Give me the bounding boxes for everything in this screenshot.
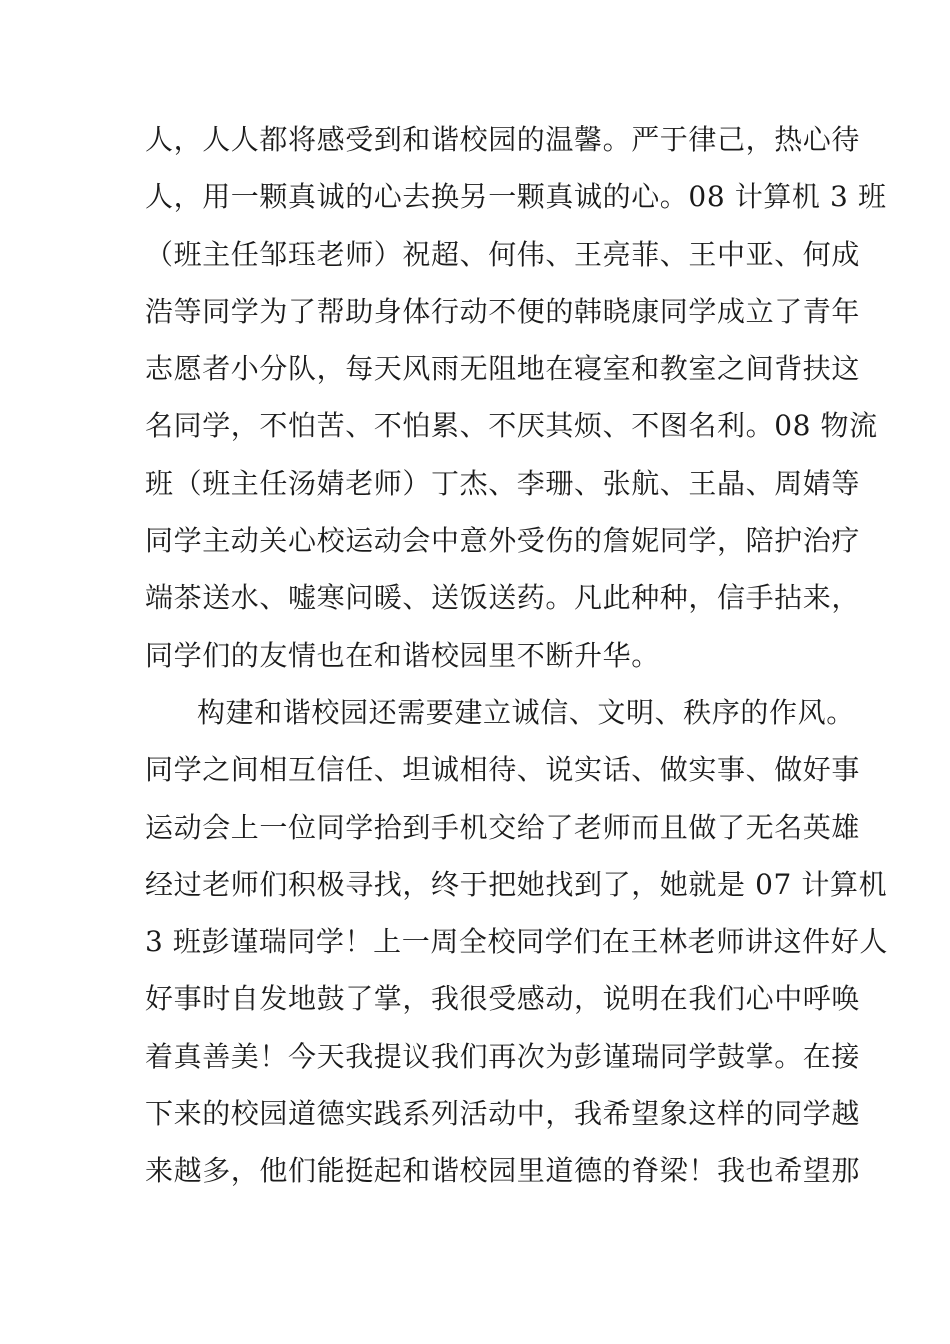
paragraph-2 (145, 691, 888, 1207)
text-line: 志愿者小分队，每天风雨无阻地在寝室和教室之间背扶这 (145, 352, 861, 386)
body-text (145, 118, 888, 1207)
text-line: 人，人人都将感受到和谐校园的温馨。严于律己，热心待 (145, 123, 861, 156)
text-line: 人，用一颗真诚的心去换另一颗真诚的心。08 计算机 3 班 (145, 180, 887, 214)
text-line: 好事时自发地鼓了掌，我很受感动，说明在我们心中呼唤 (145, 982, 861, 1016)
text-line: 来越多，他们能挺起和谐校园里道德的脊梁！我也希望那 (145, 1154, 861, 1188)
text-line: 经过老师们积极寻找，终于把她找到了，她就是 07 计算机 (145, 867, 888, 901)
text-line: 同学主动关心校运动会中意外受伤的詹妮同学，陪护治疗 (145, 524, 861, 558)
text-line: 班（班主任汤婧老师）丁杰、李珊、张航、王晶、周婧等 (145, 466, 861, 500)
text-line: 运动会上一位同学拾到手机交给了老师而且做了无名英雄 (145, 810, 861, 844)
paragraph-1 (145, 118, 887, 691)
text-line: 名同学，不怕苦、不怕累、不厌其烦、不图名利。08 物流 (145, 409, 878, 443)
text-line: 端茶送水、嘘寒问暖、送饭送药。凡此种种，信手拈来， (145, 581, 861, 615)
text-line: 同学们的友情也在和谐校园里不断升华。 (145, 638, 660, 672)
text-line: 同学之间相互信任、坦诚相待、说实话、做实事、做好事 (145, 753, 861, 787)
text-line: 浩等同学为了帮助身体行动不便的韩晓康同学成立了青年 (145, 294, 861, 328)
text-line-indented: 构建和谐校园还需要建立诚信、文明、秩序的作风。 (197, 695, 855, 729)
text-line: 下来的校园道德实践系列活动中，我希望象这样的同学越 (145, 1097, 861, 1131)
text-line: 3 班彭谨瑞同学！上一周全校同学们在王林老师讲这件好人 (145, 925, 888, 959)
text-line: （班主任邹珏老师）祝超、何伟、王亮菲、王中亚、何成 (145, 237, 861, 271)
text-line: 着真善美！今天我提议我们再次为彭谨瑞同学鼓掌。在接 (145, 1039, 861, 1073)
